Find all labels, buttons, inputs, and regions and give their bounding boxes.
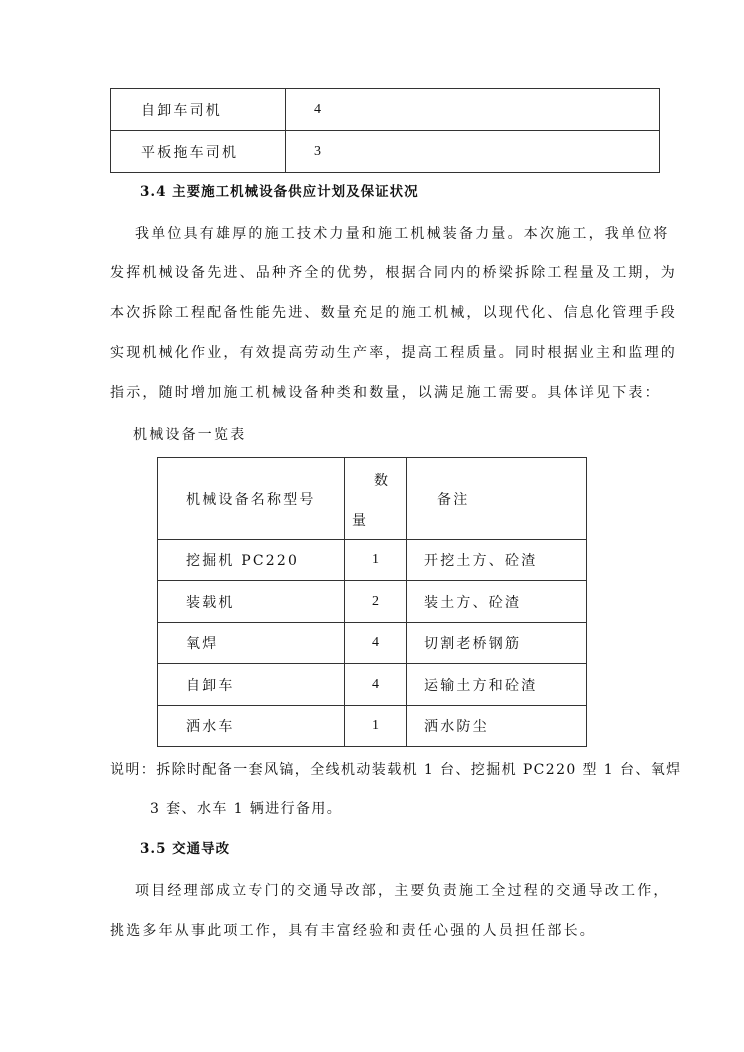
equipment-qty: 4 (345, 623, 407, 664)
equipment-note: 切割老桥钢筋 (407, 623, 587, 664)
note-line: 说明：拆除时配备一套风镐，全线机动装载机 1 台、挖掘机 PC220 型 1 台、氧焊 (110, 762, 682, 778)
personnel-table (110, 88, 660, 173)
paragraph-line: 实现机械化作业，有效提高劳动生产率，提高工程质量。同时根据业主和监理的 (110, 345, 677, 361)
paragraph-line: 我单位具有雄厚的施工技术力量和施工机械装备力量。本次施工，我单位将 (135, 226, 670, 242)
equipment-qty: 1 (345, 706, 407, 747)
equipment-qty: 2 (345, 581, 407, 623)
header-name: 机械设备名称型号 (158, 458, 345, 540)
count-cell: 3 (286, 131, 660, 173)
equipment-name: 自卸车 (158, 664, 345, 706)
equipment-note: 装土方、砼渣 (407, 581, 587, 623)
equipment-qty: 4 (345, 664, 407, 706)
table-caption: 机械设备一览表 (133, 427, 247, 443)
paragraph-line: 发挥机械设备先进、品种齐全的优势，根据合同内的桥梁拆除工程量及工期，为 (110, 265, 677, 281)
equipment-name: 氧焊 (158, 623, 345, 664)
table-row (158, 623, 587, 664)
table-row (158, 664, 587, 706)
header-qty-bottom: 量 (352, 513, 369, 529)
table-row (111, 131, 660, 173)
table-header-row (158, 458, 587, 540)
role-cell: 平板拖车司机 (111, 131, 286, 173)
equipment-note: 开挖土方、砼渣 (407, 540, 587, 581)
equipment-note: 洒水防尘 (407, 706, 587, 747)
count-cell: 4 (286, 89, 660, 131)
header-qty-top: 数 (374, 473, 391, 489)
table-row (158, 540, 587, 581)
equipment-name: 挖掘机 PC220 (158, 540, 345, 581)
table-row (158, 706, 587, 747)
equipment-name: 装载机 (158, 581, 345, 623)
equipment-qty: 1 (345, 540, 407, 581)
section-heading-3-4: 3.4 主要施工机械设备供应计划及保证状况 (140, 184, 419, 200)
table-row (158, 581, 587, 623)
equipment-table (157, 457, 587, 747)
header-qty (345, 458, 407, 540)
section-heading-3-5: 3.5 交通导改 (140, 841, 231, 857)
role-cell: 自卸车司机 (111, 89, 286, 131)
paragraph-line: 挑选多年从事此项工作，具有丰富经验和责任心强的人员担任部长。 (110, 923, 596, 939)
paragraph-line: 本次拆除工程配备性能先进、数量充足的施工机械，以现代化、信息化管理手段 (110, 305, 677, 321)
table-row (111, 89, 660, 131)
note-line: 3 套、水车 1 辆进行备用。 (150, 801, 343, 817)
header-note: 备注 (407, 458, 587, 540)
paragraph-line: 项目经理部成立专门的交通导改部，主要负责施工全过程的交通导改工作， (135, 883, 670, 899)
paragraph-line: 指示，随时增加施工机械设备种类和数量，以满足施工需要。具体详见下表： (110, 385, 661, 401)
equipment-note: 运输土方和砼渣 (407, 664, 587, 706)
equipment-name: 洒水车 (158, 706, 345, 747)
